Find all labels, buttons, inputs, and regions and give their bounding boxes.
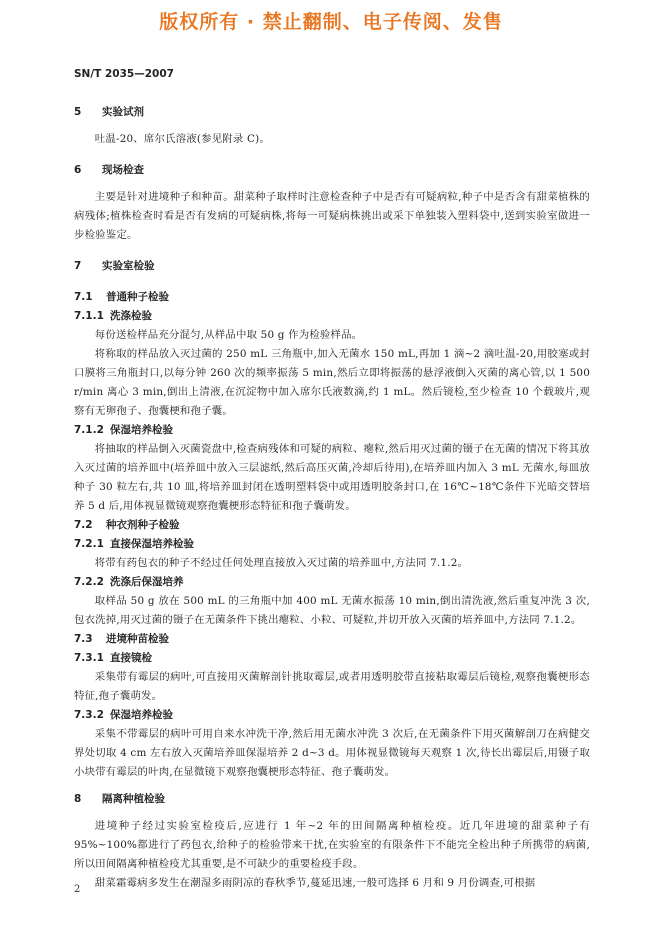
section-number: 7: [74, 260, 82, 272]
document-body: [74, 103, 590, 893]
paragraph: 主要是针对进境种子和种苗。甜菜种子取样时注意检查种子中是否有可疑病粒,种子中是否含有甜菜植株的病残体;植株检查时看是否有发病的可疑病株,将每一可疑病株挑出或采下单独装入塑料袋中,送到实验室做进一步检验鉴定。: [74, 191, 590, 241]
paragraph: 将带有药包衣的种子不经过任何处理直接放入灭过菌的培养皿中,方法同 7.1.2。: [94, 557, 469, 569]
section-number: 8: [74, 793, 82, 805]
section-title: 现场检查: [102, 164, 144, 176]
section-heading-8: [74, 790, 590, 809]
section-heading-7-2-2: [74, 573, 590, 592]
section-number: 7.2.1: [74, 538, 104, 550]
section-title: 直接保湿培养检验: [110, 538, 194, 550]
section-number: 7.2: [74, 519, 93, 531]
section-heading-7-1-2: [74, 421, 590, 440]
section-number: 6: [74, 164, 82, 176]
paragraph: 取样品 50 g 放在 500 mL 的三角瓶中加 400 mL 无菌水振荡 10 min,倒出清洗液,然后重复冲洗 3 次,包衣洗掉,用灭过菌的镊子在无菌条件下挑出瘪粒、小粒、可疑粒,并切开放入灭菌的培养皿中,方法同 7.1.2。: [74, 595, 590, 626]
section-heading-7: [74, 257, 590, 276]
copyright-banner: 版权所有 · 禁止翻制、电子传阅、发售: [159, 11, 503, 33]
paragraph: 将称取的样品放入灭过菌的 250 mL 三角瓶中,加入无菌水 150 mL,再加 1 滴~2 滴吐温-20,用胶塞或封口膜将三角瓶封口,以每分钟 260 次的频率振荡 5 min,然后立即将振荡的悬浮液倒入灭菌的离心管,以 1 500 r/min 离心 3 min,倒出上清液,在沉淀物中加入席尔氏液数滴,约 1 mL。然后镜检,至少检查 10 个载玻片,观察有无卵孢子、孢囊梗和孢子囊。: [74, 348, 590, 417]
section-heading-7-2-1: [74, 535, 590, 554]
paragraph: 将抽取的样品倒入灭菌瓷盘中,检查病残体和可疑的病粒、瘪粒,然后用灭过菌的镊子在无菌的情况下将其放入灭过菌的培养皿中(培养皿中放入三层滤纸,然后高压灭菌,冷却后待用),在培养皿内加入 3 mL 无菌水,每皿放种子 30 粒左右,共 10 皿,将培养皿封闭在透明塑料袋中或用透明胶条封口,在 16℃~18℃条件下光暗交替培养 5 d 后,用体视显微镜观察孢囊梗形态特征和孢子囊萌发。: [74, 443, 590, 512]
section-number: 5: [74, 106, 82, 118]
section-title: 直接镜检: [110, 652, 152, 664]
section-title: 种衣剂种子检验: [106, 519, 180, 531]
section-title: 洗涤检验: [110, 310, 152, 322]
paragraph: 甜菜霜霉病多发生在潮湿多雨阴凉的春秋季节,蔓延迅速,一般可选择 6 月和 9 月份调查,可根据: [94, 877, 536, 889]
section-number: 7.3: [74, 633, 93, 645]
section-number: 7.2.2: [74, 576, 104, 588]
section-title: 实验试剂: [102, 106, 144, 118]
standard-number: SN/T 2035—2007: [74, 68, 174, 80]
section-title: 普通种子检验: [106, 291, 169, 303]
section-title: 实验室检验: [102, 260, 155, 272]
section-heading-7-1: [74, 288, 590, 307]
section-number: 7.1: [74, 291, 93, 303]
paragraph: 吐温-20、席尔氏溶液(参见附录 C)。: [94, 133, 270, 145]
section-title: 隔离种植检验: [102, 793, 165, 805]
section-number: 7.1.2: [74, 424, 104, 436]
paragraph: 每份送检样品充分混匀,从样品中取 50 g 作为检验样品。: [94, 329, 363, 341]
section-number: 7.1.1: [74, 310, 104, 322]
section-title: 保湿培养检验: [110, 709, 173, 721]
section-heading-7-3-1: [74, 649, 590, 668]
paragraph: 采集带有霉层的病叶,可直接用灭菌解剖针挑取霉层,或者用透明胶带直接粘取霉层后镜检,观察孢囊梗形态特征,孢子囊萌发。: [74, 671, 590, 702]
section-heading-5: [74, 103, 590, 122]
section-number: 7.3.1: [74, 652, 104, 664]
section-heading-7-2: [74, 516, 590, 535]
section-heading-6: [74, 161, 590, 180]
section-title: 进境种苗检验: [106, 633, 169, 645]
section-title: 保湿培养检验: [110, 424, 173, 436]
paragraph: 进境种子经过实验室检疫后,应进行 1 年~2 年的田间隔离种植检疫。近几年进境的甜菜种子有 95%~100%都进行了药包衣,给种子的检验带来干扰,在实验室的有限条件下不能完全检出种子所携带的病菌,所以田间隔离种植检疫尤其重要,是不可缺少的重要检疫手段。: [74, 820, 590, 870]
section-heading-7-3-2: [74, 706, 590, 725]
section-number: 7.3.2: [74, 709, 104, 721]
page-number: 2: [74, 884, 81, 895]
section-title: 洗涤后保湿培养: [110, 576, 184, 588]
paragraph: 采集不带霉层的病叶可用自来水冲洗干净,然后用无菌水冲洗 3 次后,在无菌条件下用灭菌解剖刀在病健交界处切取 4 cm 左右放入灭菌培养皿保湿培养 2 d~3 d。用体视显微镜每天观察 1 次,待长出霉层后,用镊子取小块带有霉层的叶肉,在显微镜下观察孢囊梗形态特征、孢子囊萌发。: [74, 728, 590, 778]
section-heading-7-3: [74, 630, 590, 649]
section-heading-7-1-1: [74, 307, 590, 326]
